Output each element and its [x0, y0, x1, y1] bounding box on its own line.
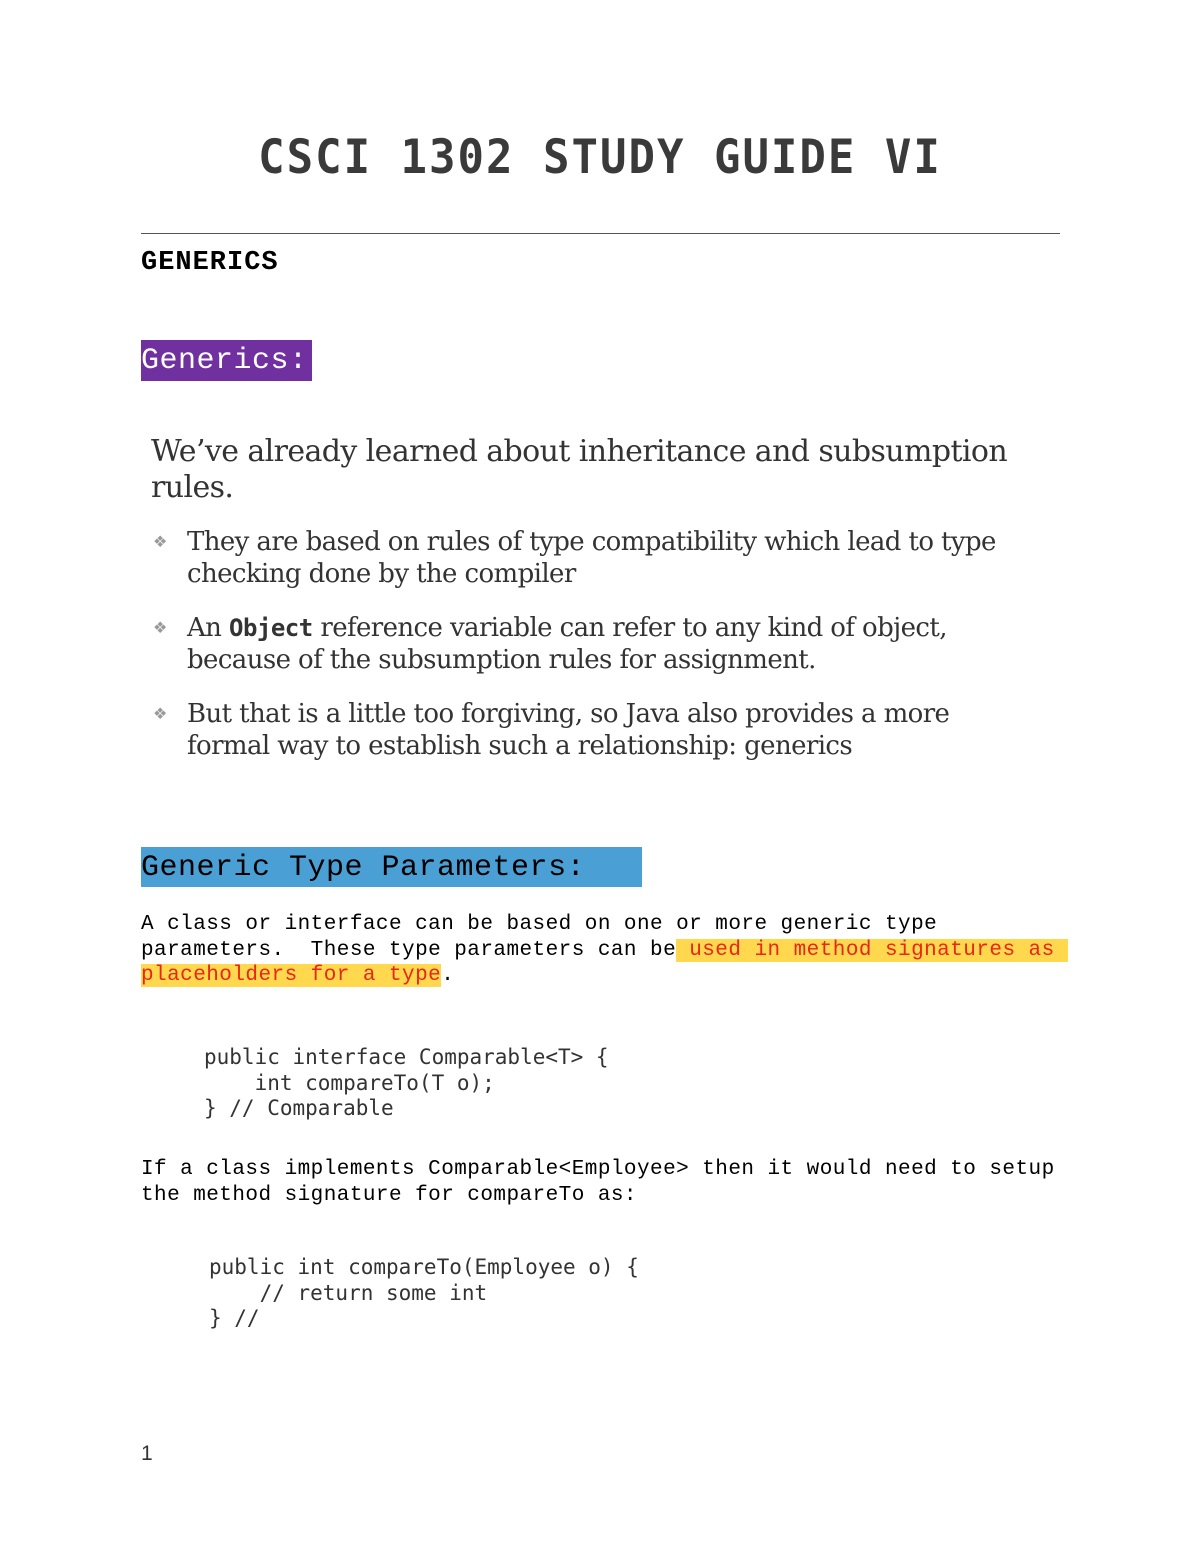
slide-bullet-item: [151, 526, 1031, 590]
diamond-bullet-icon: ❖: [153, 532, 167, 551]
bullet-text-prefix: An: [187, 613, 229, 643]
bullet-text: They are based on rules of type compatibility which lead to type checking done by the compiler: [187, 527, 996, 589]
title-divider: [141, 233, 1060, 234]
paragraph-end: .: [441, 964, 455, 987]
section-heading: GENERICS: [141, 248, 279, 278]
slide-bullet-item: [151, 698, 1031, 762]
slide-lead-text: We’ve already learned about inheritance and subsumption rules.: [151, 434, 1008, 505]
diamond-bullet-icon: ❖: [153, 704, 167, 723]
comparable-interface-code: public interface Comparable<T> { int compareTo(T o); } // Comparable: [204, 1045, 609, 1120]
compareto-method-code: public int compareTo(Employee o) { // return some int } //: [209, 1255, 639, 1330]
implements-paragraph: If a class implements Comparable<Employee> then it would need to setup the method signature for compareTo as:: [141, 1158, 1068, 1207]
page-number: 1: [141, 1442, 153, 1465]
slide-bullet-list: [151, 526, 1031, 784]
diamond-bullet-icon: ❖: [153, 618, 167, 637]
paragraph-text: A class or interface can be based on one or more generic type parameters. These type parameters can be: [141, 913, 951, 962]
bullet-text: But that is a little too forgiving, so Java also provides a more formal way to establish such a relationship: generics: [187, 699, 950, 761]
inline-code-object: Object: [229, 614, 313, 642]
type-params-heading: Generic Type Parameters:: [141, 847, 642, 887]
generics-heading: Generics:: [141, 340, 312, 381]
slide-bullet-item: [151, 612, 1031, 676]
document-title: CSCI 1302 STUDY GUIDE VI: [258, 129, 942, 186]
highlighted-text: used in method signatures as placeholders for a type: [141, 938, 1068, 987]
type-params-paragraph: [141, 912, 1068, 989]
bullet-text-suffix: reference variable can refer to any kind of object, because of the subsumption rules for assignment.: [187, 613, 947, 675]
